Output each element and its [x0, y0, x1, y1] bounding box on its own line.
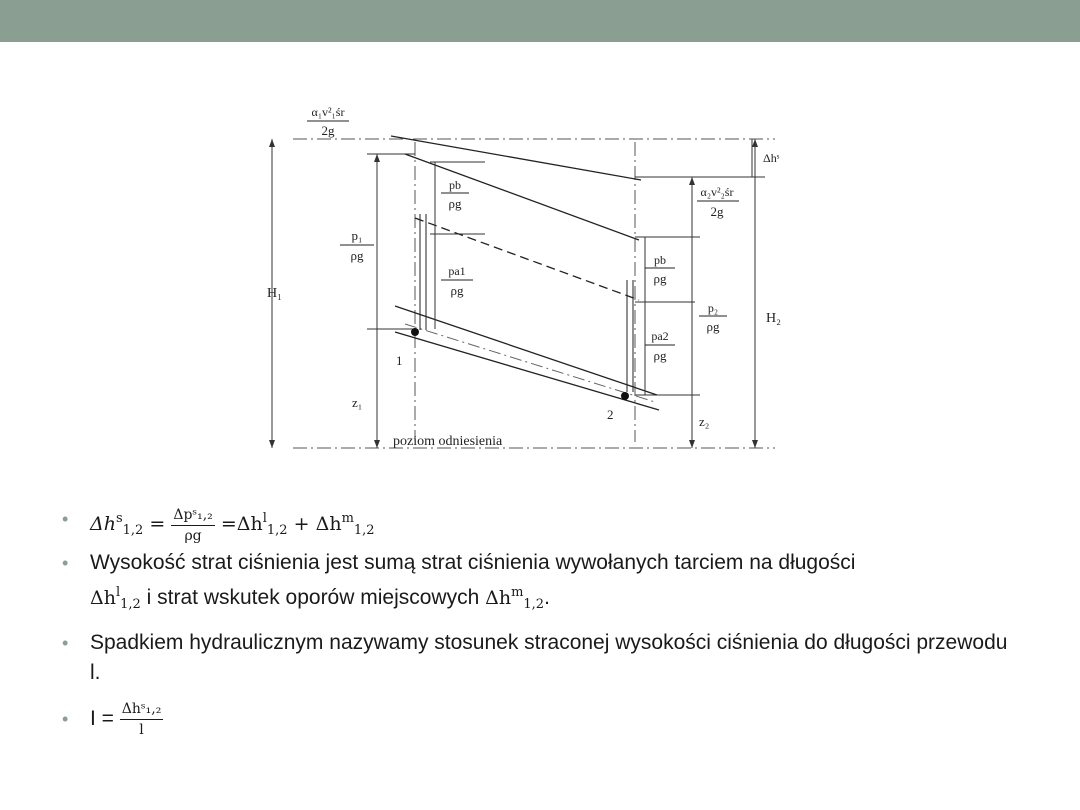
pa1-denominator: ρg [450, 283, 464, 298]
pa2-denominator: ρg [653, 348, 667, 363]
pipe-top [395, 306, 657, 395]
bullet-hydraulic-gradient [62, 628, 1022, 688]
bullet-gradient-formula [62, 696, 1022, 742]
hydraulic-diagram-svg [255, 92, 785, 462]
point-1-label: 1 [396, 353, 403, 368]
hydraulic-diagram [255, 92, 785, 462]
p1-denominator: ρg [350, 248, 364, 263]
point-2-label: 2 [607, 407, 614, 422]
title-bar [0, 0, 1080, 42]
loss-definition-text: Wysokość strat ciśnienia jest sumą strat ciśnienia wywołanych tarciem na długości [90, 551, 856, 574]
piezometric-line [405, 154, 639, 240]
z2-label: z₂ [699, 414, 710, 429]
gradient-symbol: I = [90, 707, 114, 730]
p2-numerator: p₂ [707, 301, 719, 315]
pipe-bottom [395, 332, 659, 410]
h1-label: H₁ [267, 286, 282, 301]
p1-numerator: p₁ [351, 228, 363, 243]
absolute-pressure-line [415, 218, 639, 300]
bullet-dot: • [62, 509, 69, 529]
velocity-head-2-denominator: 2g [710, 204, 724, 219]
pressure-loss-fraction: $\frac{\text{Δpˢ₁,₂}}{\rho g}$ [173, 506, 213, 544]
energy-line [391, 136, 641, 180]
gradient-fraction: $\frac{\text{Δhˢ₁,₂}}{l}$ [121, 700, 162, 738]
point-2-marker [621, 392, 629, 400]
datum-label: poziom odniesienia [393, 434, 503, 449]
pa2-numerator: pa2 [651, 329, 669, 343]
pb1-denominator: ρg [448, 196, 462, 211]
z1-label: z₁ [352, 395, 363, 410]
bullet-list [62, 496, 1022, 742]
formula-head-loss: $\Delta h^s_{1,2}$ = $\frac{\text{Δpˢ₁,₂}}{\rho g}$ $=\Delta h^l_{1,2} + \Delta h^m_{1,2}$ [90, 506, 375, 544]
pb1-numerator: pb [449, 178, 461, 192]
hydraulic-gradient-text: Spadkiem hydraulicznym nazywamy stosunek straconej wysokości ciśnienia do długości przewodu l. [90, 631, 1008, 684]
velocity-head-1-numerator: α₁v²₁śr [311, 105, 345, 119]
velocity-head-2-numerator: α₂v²₂śr [700, 185, 734, 199]
point-1-marker [411, 328, 419, 336]
pb2-denominator: ρg [653, 271, 667, 286]
bullet-dot: • [62, 633, 69, 653]
pipe-axis [405, 324, 655, 402]
head-loss-label: Δhˢ [763, 151, 780, 165]
h2-label: H₂ [766, 311, 781, 326]
bullet-dot: • [62, 553, 69, 573]
bullet-dot: • [62, 709, 69, 729]
bullet-head-loss-formula [62, 496, 1022, 542]
bullet-loss-definition: • Wysokość strat ciśnienia jest sumą strat ciśnienia wywołanych tarciem na długości $\Delta h^l_{1,2}$ i strat wskutek oporów miejscowych $\Delta h^m_{1,2}$. [62, 548, 1022, 620]
p2-denominator: ρg [706, 319, 720, 334]
pb2-numerator: pb [654, 253, 666, 267]
pa1-numerator: pa1 [448, 264, 466, 278]
velocity-head-1-denominator: 2g [321, 123, 335, 138]
